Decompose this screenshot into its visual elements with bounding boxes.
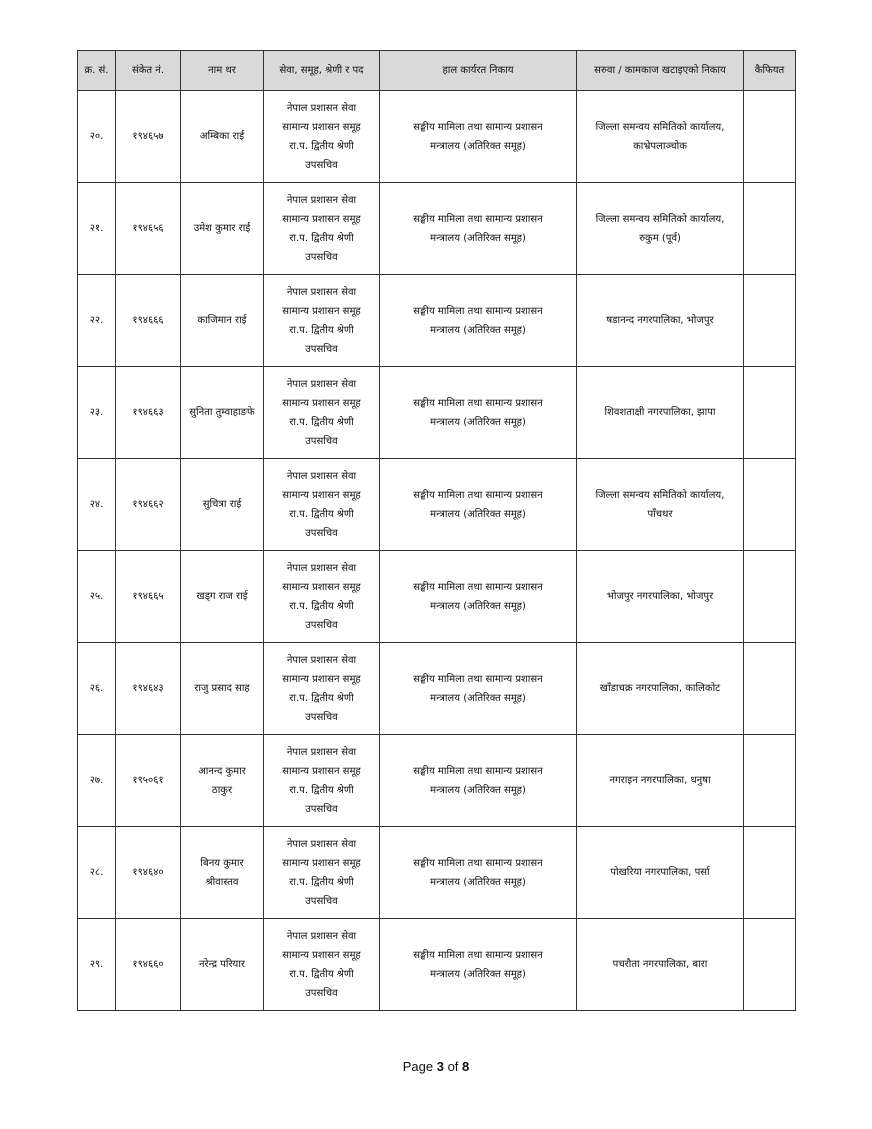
cell-current-office bbox=[380, 643, 577, 735]
table-row bbox=[78, 459, 796, 551]
cell-code: १९४६६६ bbox=[116, 275, 181, 367]
header-service: सेवा, समूह, श्रेणी र पद bbox=[264, 51, 380, 91]
cell-current-office-line: सङ्घीय मामिला तथा सामान्य प्रशासन bbox=[413, 949, 543, 961]
cell-service-line: नेपाल प्रशासन सेवा bbox=[286, 930, 357, 942]
cell-transfer-office-line: भोजपुर नगरपालिका, भोजपुर bbox=[606, 591, 714, 602]
cell-service-line: नेपाल प्रशासन सेवा bbox=[286, 746, 357, 758]
cell-transfer-office bbox=[577, 919, 744, 1011]
cell-transfer-office-line: पचरौता नगरपालिका, बारा bbox=[612, 959, 708, 970]
cell-code: १९४६६० bbox=[116, 919, 181, 1011]
cell-current-office-line: मन्त्रालय (अतिरिक्त समूह) bbox=[430, 232, 526, 244]
header-serial: क्र. सं. bbox=[78, 51, 116, 91]
cell-serial: २२. bbox=[78, 275, 116, 367]
cell-serial: २७. bbox=[78, 735, 116, 827]
cell-service-line: उपसचिव bbox=[305, 803, 338, 815]
cell-service bbox=[264, 643, 380, 735]
cell-current-office-line: सङ्घीय मामिला तथा सामान्य प्रशासन bbox=[413, 581, 543, 593]
cell-service-line: रा.प. द्वितीय श्रेणी bbox=[289, 140, 354, 152]
cell-code: १९५०६१ bbox=[116, 735, 181, 827]
cell-name: अम्बिका राई bbox=[181, 91, 264, 183]
cell-code: १९४६४३ bbox=[116, 643, 181, 735]
table-row bbox=[78, 919, 796, 1011]
cell-serial: २४. bbox=[78, 459, 116, 551]
cell-service bbox=[264, 919, 380, 1011]
cell-service bbox=[264, 551, 380, 643]
cell-current-office-line: मन्त्रालय (अतिरिक्त समूह) bbox=[430, 692, 526, 704]
cell-name: राजु प्रसाद साह bbox=[181, 643, 264, 735]
cell-serial: २८. bbox=[78, 827, 116, 919]
cell-service-line: रा.प. द्वितीय श्रेणी bbox=[289, 508, 354, 520]
cell-remarks bbox=[744, 91, 796, 183]
cell-service-line: सामान्य प्रशासन समूह bbox=[282, 121, 361, 133]
cell-service bbox=[264, 183, 380, 275]
cell-current-office-line: सङ्घीय मामिला तथा सामान्य प्रशासन bbox=[413, 305, 543, 317]
header-current-office: हाल कार्यरत निकाय bbox=[380, 51, 577, 91]
cell-service-line: उपसचिव bbox=[305, 987, 338, 999]
cell-current-office bbox=[380, 183, 577, 275]
cell-transfer-office bbox=[577, 643, 744, 735]
cell-remarks bbox=[744, 183, 796, 275]
cell-transfer-office-line: षडानन्द नगरपालिका, भोजपुर bbox=[606, 315, 714, 326]
header-row bbox=[78, 51, 796, 91]
cell-current-office-line: मन्त्रालय (अतिरिक्त समूह) bbox=[430, 508, 526, 520]
cell-service-line: उपसचिव bbox=[305, 527, 338, 539]
cell-current-office-line: मन्त्रालय (अतिरिक्त समूह) bbox=[430, 600, 526, 612]
cell-serial: २३. bbox=[78, 367, 116, 459]
cell-service-line: उपसचिव bbox=[305, 619, 338, 631]
cell-remarks bbox=[744, 643, 796, 735]
cell-service-line: सामान्य प्रशासन समूह bbox=[282, 857, 361, 869]
cell-service-line: नेपाल प्रशासन सेवा bbox=[286, 378, 357, 390]
page-number bbox=[0, 1059, 872, 1074]
cell-current-office-line: सङ्घीय मामिला तथा सामान्य प्रशासन bbox=[413, 673, 543, 685]
cell-transfer-office bbox=[577, 275, 744, 367]
table-row bbox=[78, 91, 796, 183]
transfer-table bbox=[77, 50, 796, 1011]
cell-service-line: उपसचिव bbox=[305, 711, 338, 723]
cell-service-line: सामान्य प्रशासन समूह bbox=[282, 305, 361, 317]
cell-service-line: उपसचिव bbox=[305, 343, 338, 355]
cell-service-line: उपसचिव bbox=[305, 251, 338, 263]
cell-name: सुनिता तुम्वाहाङफे bbox=[181, 367, 264, 459]
cell-service-line: सामान्य प्रशासन समूह bbox=[282, 765, 361, 777]
cell-service-line: सामान्य प्रशासन समूह bbox=[282, 489, 361, 501]
cell-service-line: नेपाल प्रशासन सेवा bbox=[286, 654, 357, 666]
cell-current-office bbox=[380, 827, 577, 919]
cell-current-office bbox=[380, 735, 577, 827]
cell-transfer-office bbox=[577, 827, 744, 919]
cell-service-line: उपसचिव bbox=[305, 435, 338, 447]
cell-service-line: उपसचिव bbox=[305, 895, 338, 907]
cell-remarks bbox=[744, 459, 796, 551]
cell-remarks bbox=[744, 919, 796, 1011]
cell-service bbox=[264, 367, 380, 459]
cell-name: आनन्द कुमार ठाकुर bbox=[181, 735, 264, 827]
cell-name: काजिमान राई bbox=[181, 275, 264, 367]
cell-transfer-office bbox=[577, 459, 744, 551]
cell-current-office-line: सङ्घीय मामिला तथा सामान्य प्रशासन bbox=[413, 397, 543, 409]
cell-service-line: नेपाल प्रशासन सेवा bbox=[286, 470, 357, 482]
table-row bbox=[78, 183, 796, 275]
cell-current-office-line: मन्त्रालय (अतिरिक्त समूह) bbox=[430, 968, 526, 980]
header-remarks: कैफियत bbox=[744, 51, 796, 91]
cell-current-office-line: मन्त्रालय (अतिरिक्त समूह) bbox=[430, 140, 526, 152]
cell-current-office bbox=[380, 459, 577, 551]
table-row bbox=[78, 367, 796, 459]
cell-current-office bbox=[380, 91, 577, 183]
cell-transfer-office bbox=[577, 91, 744, 183]
cell-transfer-office bbox=[577, 367, 744, 459]
table-row bbox=[78, 275, 796, 367]
cell-service-line: नेपाल प्रशासन सेवा bbox=[286, 194, 357, 206]
cell-current-office bbox=[380, 367, 577, 459]
cell-service-line: नेपाल प्रशासन सेवा bbox=[286, 838, 357, 850]
cell-name: उमेश कुमार राई bbox=[181, 183, 264, 275]
cell-service bbox=[264, 459, 380, 551]
cell-transfer-office-line: शिवशताक्षी नगरपालिका, झापा bbox=[604, 407, 716, 418]
cell-code: १९४६६३ bbox=[116, 367, 181, 459]
cell-remarks bbox=[744, 827, 796, 919]
cell-serial: २९. bbox=[78, 919, 116, 1011]
cell-current-office-line: मन्त्रालय (अतिरिक्त समूह) bbox=[430, 876, 526, 888]
total-pages: 8 bbox=[462, 1059, 470, 1074]
page-label: Page bbox=[402, 1059, 434, 1074]
cell-transfer-office-line: जिल्ला समन्वय समितिको कार्यालय, bbox=[595, 121, 725, 133]
cell-service-line: रा.प. द्वितीय श्रेणी bbox=[289, 324, 354, 336]
cell-transfer-office-line: नगराइन नगरपालिका, धनुषा bbox=[609, 775, 711, 786]
cell-service-line: नेपाल प्रशासन सेवा bbox=[286, 286, 357, 298]
current-page: 3 bbox=[436, 1059, 444, 1074]
cell-transfer-office-line: काभ्रेपलाञ्चोक bbox=[633, 140, 687, 152]
table-row bbox=[78, 827, 796, 919]
cell-current-office-line: मन्त्रालय (अतिरिक्त समूह) bbox=[430, 416, 526, 428]
header-name: नाम थर bbox=[181, 51, 264, 91]
cell-current-office-line: मन्त्रालय (अतिरिक्त समूह) bbox=[430, 324, 526, 336]
cell-current-office-line: सङ्घीय मामिला तथा सामान्य प्रशासन bbox=[413, 857, 543, 869]
cell-service-line: रा.प. द्वितीय श्रेणी bbox=[289, 416, 354, 428]
header-code: संकेत नं. bbox=[116, 51, 181, 91]
cell-remarks bbox=[744, 735, 796, 827]
cell-current-office-line: मन्त्रालय (अतिरिक्त समूह) bbox=[430, 784, 526, 796]
table-row bbox=[78, 551, 796, 643]
cell-remarks bbox=[744, 275, 796, 367]
cell-serial: २६. bbox=[78, 643, 116, 735]
cell-transfer-office-line: जिल्ला समन्वय समितिको कार्यालय, bbox=[595, 489, 725, 501]
cell-serial: २०. bbox=[78, 91, 116, 183]
cell-service-line: रा.प. द्वितीय श्रेणी bbox=[289, 692, 354, 704]
cell-service-line: रा.प. द्वितीय श्रेणी bbox=[289, 784, 354, 796]
cell-service-line: उपसचिव bbox=[305, 159, 338, 171]
cell-service-line: सामान्य प्रशासन समूह bbox=[282, 949, 361, 961]
cell-service bbox=[264, 827, 380, 919]
cell-current-office bbox=[380, 275, 577, 367]
cell-serial: २१. bbox=[78, 183, 116, 275]
cell-transfer-office bbox=[577, 551, 744, 643]
cell-current-office-line: सङ्घीय मामिला तथा सामान्य प्रशासन bbox=[413, 121, 543, 133]
cell-service bbox=[264, 275, 380, 367]
cell-transfer-office-line: रुकुम (पूर्व) bbox=[639, 232, 681, 244]
cell-remarks bbox=[744, 367, 796, 459]
cell-name: नरेन्द्र परियार bbox=[181, 919, 264, 1011]
cell-service-line: रा.प. द्वितीय श्रेणी bbox=[289, 600, 354, 612]
cell-name: बिनय कुमार श्रीवास्तव bbox=[181, 827, 264, 919]
header-transfer-office: सरुवा / कामकाज खटाइएको निकाय bbox=[577, 51, 744, 91]
page-of: of bbox=[447, 1059, 459, 1074]
table-row bbox=[78, 643, 796, 735]
cell-service-line: रा.प. द्वितीय श्रेणी bbox=[289, 968, 354, 980]
cell-current-office-line: सङ्घीय मामिला तथा सामान्य प्रशासन bbox=[413, 489, 543, 501]
cell-name: सुचित्रा राई bbox=[181, 459, 264, 551]
cell-serial: २५. bbox=[78, 551, 116, 643]
cell-code: १९४६५७ bbox=[116, 91, 181, 183]
cell-code: १९४६५६ bbox=[116, 183, 181, 275]
cell-code: १९४६६५ bbox=[116, 551, 181, 643]
cell-current-office-line: सङ्घीय मामिला तथा सामान्य प्रशासन bbox=[413, 765, 543, 777]
cell-transfer-office bbox=[577, 735, 744, 827]
cell-transfer-office-line: खाँडाचक्र नगरपालिका, कालिकोट bbox=[599, 683, 721, 694]
cell-code: १९४६६२ bbox=[116, 459, 181, 551]
cell-service bbox=[264, 735, 380, 827]
cell-service-line: सामान्य प्रशासन समूह bbox=[282, 397, 361, 409]
cell-code: १९४६४० bbox=[116, 827, 181, 919]
cell-name: खड्ग राज राई bbox=[181, 551, 264, 643]
cell-service-line: सामान्य प्रशासन समूह bbox=[282, 581, 361, 593]
cell-transfer-office bbox=[577, 183, 744, 275]
cell-remarks bbox=[744, 551, 796, 643]
table-row bbox=[78, 735, 796, 827]
cell-service-line: सामान्य प्रशासन समूह bbox=[282, 213, 361, 225]
cell-service-line: रा.प. द्वितीय श्रेणी bbox=[289, 876, 354, 888]
cell-transfer-office-line: जिल्ला समन्वय समितिको कार्यालय, bbox=[595, 213, 725, 225]
cell-service bbox=[264, 91, 380, 183]
cell-service-line: नेपाल प्रशासन सेवा bbox=[286, 102, 357, 114]
cell-current-office bbox=[380, 919, 577, 1011]
cell-service-line: रा.प. द्वितीय श्रेणी bbox=[289, 232, 354, 244]
cell-service-line: सामान्य प्रशासन समूह bbox=[282, 673, 361, 685]
cell-transfer-office-line: पाँचथर bbox=[647, 508, 673, 520]
cell-transfer-office-line: पोखरिया नगरपालिका, पर्सा bbox=[610, 867, 710, 878]
cell-current-office bbox=[380, 551, 577, 643]
cell-current-office-line: सङ्घीय मामिला तथा सामान्य प्रशासन bbox=[413, 213, 543, 225]
cell-service-line: नेपाल प्रशासन सेवा bbox=[286, 562, 357, 574]
